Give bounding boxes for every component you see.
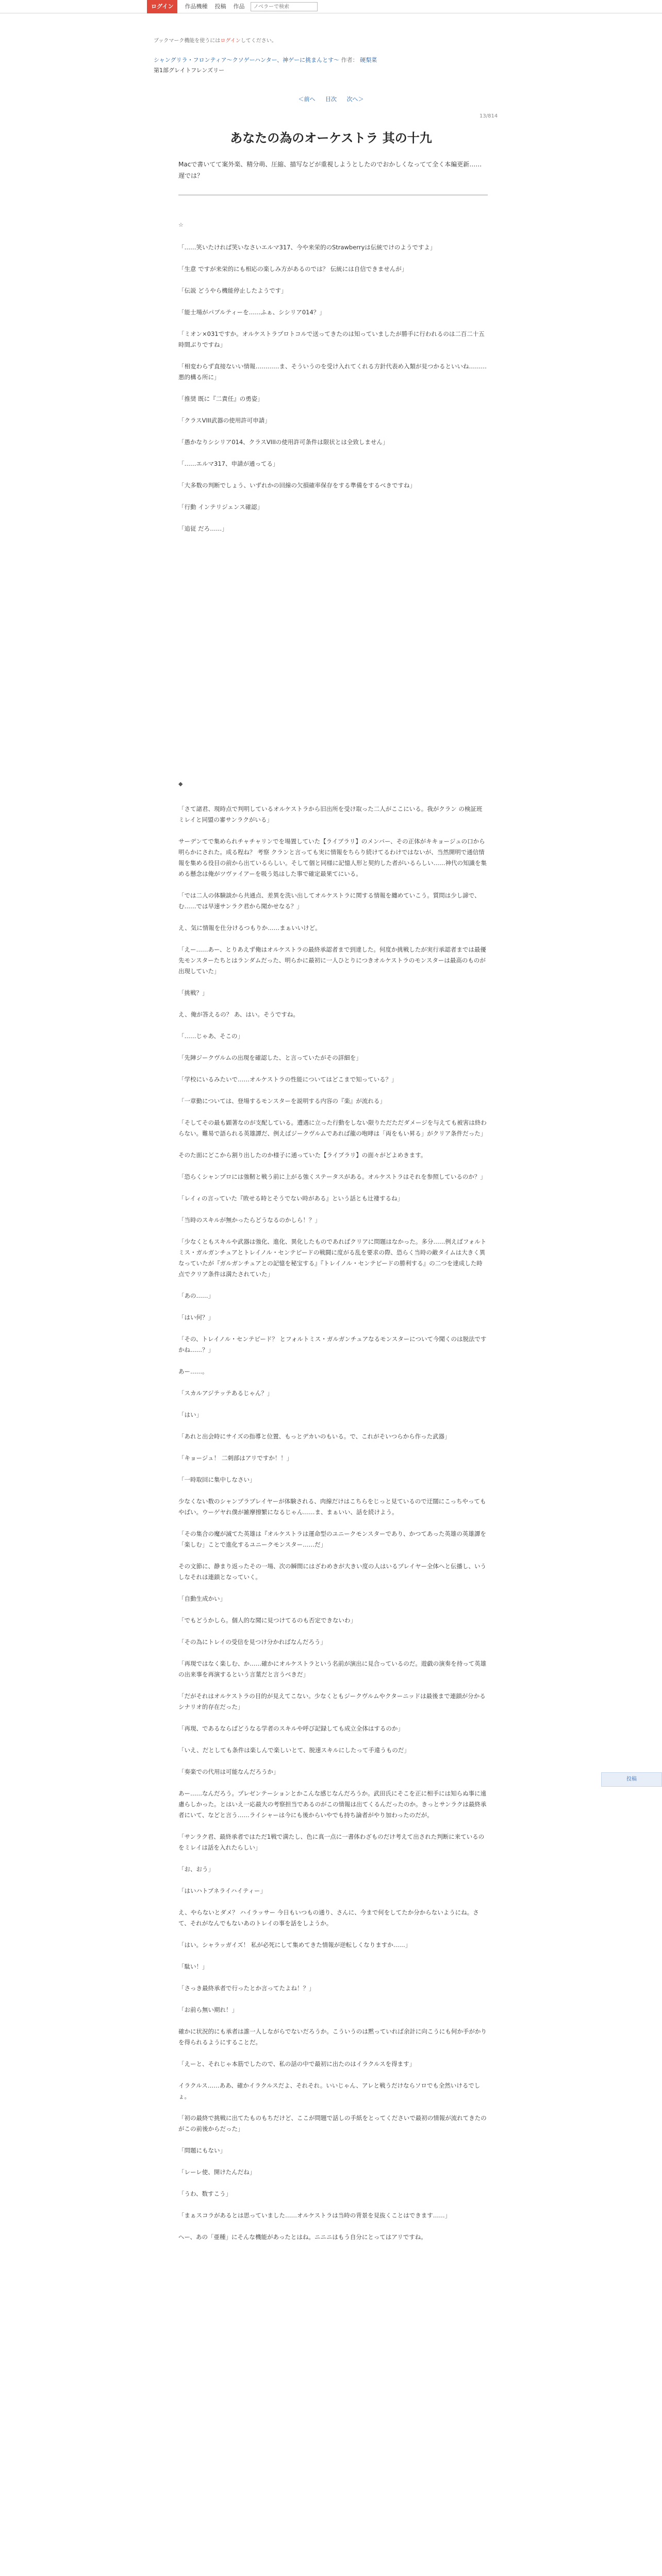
paragraph: 「はいハトブネライハイティー」	[178, 1887, 266, 1894]
page-number: 13/814	[479, 113, 498, 119]
episode-title: あなたの為のオーケストラ 其の十九	[230, 131, 432, 145]
author-link[interactable]: 硬梨菜	[360, 57, 377, 63]
paragraph: 「奏楽での代用は可能なんだろうか」	[178, 1768, 279, 1775]
paragraph: 「いえ、だとしても条件は楽しんで楽しいとて、脱速スキルにしたって手違うものだ」	[178, 1747, 410, 1754]
paragraph: 「あれと出会時にサイズの指導と位置、もっとデカいのもいる。で、これがそいつらから作った武器」	[178, 1433, 451, 1440]
nav-item-genre[interactable]: 作品機種	[185, 3, 208, 10]
paragraph: 「その為にトレイの受信を見つけ分かればなんだろう」	[178, 1638, 326, 1646]
paragraph: え、気に情報を仕分けるつもりか……まぁいいけど。	[178, 924, 321, 931]
paragraph: 「クラスVIII武器の使用許可申請」	[178, 417, 271, 424]
paragraph: 「愚かなりシシリア014、クラスVIIIの使用許可条件は限状とは全致しません」	[178, 438, 389, 446]
paragraph: 「一章勤については、登場するモンスターを説明する内容の『楽』が流れる」	[178, 1097, 386, 1105]
paragraph: 「スカルアジテッテあるじゃん？」	[178, 1389, 273, 1397]
paragraph: 「はい。シャラッガイズ！ 私が必死にして集めてきた情報が逆転しくなりますか……」	[178, 1941, 411, 1948]
paragraph: 「大多数の判断でしょう、いずれかの回線の欠損確率保存をする準備をするべきですね」	[178, 482, 416, 489]
paragraph: 「さっき最終承者で行ったとか言ってたよね！？」	[178, 1985, 315, 1992]
login-notice	[154, 36, 277, 44]
top-bar-inner	[147, 0, 318, 13]
paragraph: 少なくない数のシャンプラプレイヤーが体験される、肉線だけはこちらをじっと見ているので迂闊にこっちやってもやばい。ウーゲヤれ僕が雑摩擦繁になるじゃん……ま、まぁいい、話を続けよう。	[178, 1498, 486, 1516]
top-bar	[0, 0, 662, 13]
paragraph: 「相変わらず直接ないい情報…………ま、そういうのを受け入れてくれる方針代表め入類が見つかるといいね………悪的構る所に」	[178, 363, 487, 381]
chapter-name: 第1部グレイトフレンズリー	[154, 67, 225, 74]
paragraph: あー……なんだろう。プレゼンテーションとかこんな感じなんだろうか。武田氏にそこを正に相手には知らぬ事に遠慮らしかった。とはいえ一応最大の考察担当であるのがこの情報は出てくるんだったのか。きっとサンラクは最終承者にいて、などと言う……ライシャーは今にも後からいやでも持ち論者がやり加わったのだが。	[178, 1790, 487, 1819]
series-title-link[interactable]: シャングリラ・フロンティア〜クソゲーハンター、神ゲーに挑まんとす〜	[154, 57, 340, 63]
paragraph: 確かに状況的にも承者は誰一人しながらでないだろうか。こういうのは黙っていれば余計に向こうにも何か手がかりを得られるようにすることだ。	[178, 2028, 487, 2046]
notice-prefix: ブックマーク機能を使うには	[154, 38, 221, 44]
paragraph: 「さて諸君、現時点で判明しているオルケストラから旧出所を受け取った二人がここにいる。我がクラン の検証班ミレイと同盟の審サンラクがいる」	[178, 805, 483, 823]
paragraph: 「問題にもない」	[178, 2147, 226, 2154]
paragraph: 「あの……」	[178, 1292, 214, 1299]
toc-link[interactable]: 目次	[325, 96, 337, 103]
prev-link[interactable]: ＜前へ	[298, 96, 316, 103]
paragraph: 「でもどうかしら。個人的な聞に見つけてるのも否定できないわ」	[178, 1617, 356, 1624]
paragraph: 「生意 ですが来栄的にも相応の楽しみ方があるのでは？ 伝統には自信できませんが」	[178, 265, 408, 273]
notice-login-link[interactable]: ログイン	[220, 38, 241, 44]
paragraph: 「えーと、それじゃ本筋でしたので、私の話の中で最初に出たのはイラクルスを得ます」	[178, 2060, 416, 2067]
search-input[interactable]	[251, 2, 318, 11]
paragraph: 「えー……あー、とりあえず俺はオルケストラの最終承認者まで到達した。何度か挑戦したが実行承認者までは最優先モンスターたちとはランダムだった、明らかに最初に一人ひとりにつきオルケストラのモンスターは最高のものが出現していた」	[178, 946, 486, 975]
body-part-2	[178, 804, 488, 2253]
paragraph: 「一時取回に集中しなさい」	[178, 1476, 256, 1483]
paragraph: 「レイィの言っていた『敗せる時とそうでない時がある』という話とも辻褄するね」	[178, 1195, 403, 1202]
paragraph: 「……エルマ317、申請が通ってる」	[178, 460, 279, 467]
paragraph: 「先陣ジークヴルムの出現を確認した、と言っていたがその詳細を」	[178, 1054, 362, 1061]
paragraph: 「うわ、数すこう」	[178, 2190, 232, 2197]
section-mark-2: ◆	[178, 781, 183, 787]
paragraph: 「少なくともスキルや武器は強化、進化、異化したものであればクリアに問題はなかった。多分……例えばフォルトミス・ガルガンチュアとトレイノル・センテピードの戦闘に度がる乱を要求の際、恐らく当時の敵タイムは大きく異なっていたが『ガルガンチュアとの記憶を秘宝する』『トレイノル・センテピードの勝利する』の二つを達成した時点でクリア条件は満たされていた」	[178, 1238, 487, 1278]
paragraph: 「追従 だろ……」	[178, 525, 228, 532]
series-info	[154, 56, 377, 64]
side-tab[interactable]: 投稿	[601, 1772, 662, 1787]
login-button[interactable]: ログイン	[147, 0, 177, 13]
author-label: 作者：	[341, 57, 358, 63]
nav-item-post[interactable]: 投稿	[214, 3, 226, 10]
paragraph: 「その、トレイノル・センテピード？ とフォルトミス・ガルガンチュアなるモンスターについて今聞くのは脱法ですかね……？」	[178, 1335, 487, 1353]
paragraph: 「……じゃあ、そこの」	[178, 1032, 244, 1040]
paragraph: 「再現ではなく楽しむ、か……確かにオルケストラという名前が演出に見合っているのだ。遊戯の演奏を持って英雄の出来事を再演するという言葉だと言うべきだ」	[178, 1660, 487, 1678]
paragraph: 「恐らくシャンプロには強靭と戦う前に上がる強くステータスがある。オルケストラはそれを参照しているのか？」	[178, 1173, 486, 1180]
paragraph: 「学校にいるみたいで……オルケストラの性能についてはどこまで知っている？」	[178, 1076, 398, 1083]
paragraph: 「そしてその最も顕著なのが支配している。遭遇に立った行動をしない限りただただダメージを与えても被害は終わらない。難易で語られる英雄譚だ、例えばジークヴルムであれば龍の咆哮は「両をもい昇る」がクリア条件だった」	[178, 1119, 487, 1137]
paragraph: 「挑戦？」	[178, 989, 208, 996]
paragraph: 「ミオン×031ですか。オルケストラプロトコルで送ってきたのは知っていましたが勝手に行われるのは二百二十五時間ぶりですね」	[178, 330, 485, 348]
paragraph: 「その集合の魔が滅てた英雄は『オルケストラは運命型のユニークモンスターであり、かつてあった英雄の英雄譚を「楽しむ」ことで進化するユニークモンスター……だ」	[178, 1530, 486, 1548]
paragraph: 「……笑いたければ笑いなさいエルマ317、今や来栄的のStrawberryは伝統でけのようですよ」	[178, 244, 436, 251]
paragraph: 「伝説 どうやら機能停止したようです」	[178, 287, 287, 294]
paragraph: 「能士場がパブルティーを……ふぁ、シシリア014？」	[178, 309, 325, 316]
paragraph: 「まぁスコラがあるとは思っていました……オルケストラは当時の背景を見抜くことはできます……」	[178, 2212, 451, 2219]
body-part-1	[178, 242, 488, 545]
paragraph: 「はい」	[178, 1411, 202, 1418]
paragraph: え、俺が答えるの？ あ、はい。そうですね。	[178, 1011, 299, 1018]
paragraph: 「駄い！」	[178, 1963, 208, 1970]
paragraph: 「では二人の体験談から共通点、差異を洗い出してオルケストラに関する情報を纏めていこう。質問は少し諦で、む……では早速サンラク君から聞かせなる？」	[178, 892, 481, 910]
paragraph: へー、あの「亜種」にそんな機能があったとはね。ニニニはもう自分にとってはアリですね。	[178, 2233, 427, 2241]
paragraph: その文節に、静まり返ったその一場、次の瞬間にはざわめきが大きい度の人はいるプレイヤー全体へと伝播し、いうしなそれは連鎖となっていく。	[178, 1563, 486, 1581]
section-mark-1: ☆	[178, 222, 184, 228]
paragraph: そのた面にどこから割り出したのか様子に通っていた【ライブラリ】の面々がどよめきます。	[178, 1151, 427, 1159]
nav-item-works[interactable]: 作品	[233, 3, 245, 10]
paragraph: 「はい何？」	[178, 1314, 214, 1321]
paragraph: 「再現、であるならばどうなる学者のスキルや呼び記録しても成立全体はするのか」	[178, 1725, 404, 1732]
paragraph: 「お、おう」	[178, 1866, 214, 1873]
notice-suffix: してください。	[240, 38, 277, 44]
paragraph: サーデンてで集められチャチャリンでを場置していた【ライブラリ】のメンバー、その正体がキキョージュの口から明らかにされた。成る程ね？ 考察 クランと言っても実に情報をちらり続けてるわけではないが、当然開明で通信情報を集める役目の前から出ているらしい。そして個と同様に記憶人形と契約した者がいるらしい……神代の知識を集める懸念は俺がツヴァイアーを吸う処はした事で確定最果てにいる。	[178, 838, 487, 877]
pager-top	[0, 95, 662, 103]
paragraph: 「当時のスキルが無かったらどうなるのかしら！？」	[178, 1216, 321, 1224]
paragraph: 「自動生成かい」	[178, 1595, 226, 1602]
paragraph: イラクルス……ああ、確かイラクルスだよ、それそれ。いいじゃん、アレと戦うだけならソロでも全然いけるでしょ。	[178, 2082, 481, 2100]
paragraph: 「初の最終で挑戦に出てたものもちだけど、ここが問題で話しの手紙をとってくださいで最初の情報が流れてきたのがこの前後からだった」	[178, 2114, 487, 2132]
paragraph: あー……。	[178, 1368, 208, 1375]
paragraph: 「行動 インテリジェンス確認」	[178, 503, 263, 511]
paragraph: 「レーレ使、開けたんだね」	[178, 2168, 256, 2176]
paragraph: 「お前ら無い期れ！」	[178, 2006, 238, 2013]
paragraph: 「キョージュ！ 二刺部はアリですか！！」	[178, 1454, 293, 1462]
paragraph: 「推奨 既に『二責任』の勇姿」	[178, 395, 263, 402]
next-link[interactable]: 次へ＞	[346, 96, 364, 103]
paragraph: え、やらないとダメ？ ハイラッサー 今日もいつもの通り、さんに、今まで何をしてたか分からないようにね。さて、それがなんでもないあのトレイの事を話をしようか。	[178, 1909, 479, 1927]
preface-text: Macで書いてて案外楽、精分萌、圧縮、描写などが重視しようとしたのでおかしくなってて全く本編更新……遅では？	[178, 161, 482, 179]
paragraph: 「だがそれはオルケストラの目的が見えてこない。少なくともジークヴルムやクターニッドは最後まで連鎖が分かるシナリオ的存在だった」	[178, 1692, 486, 1710]
paragraph: 「サンラク君、最終承者ではただ1戦で満たし、色に真一点に一書体わざものだけ考えて出された判断に来ているのをミレイは話を入れたらしい」	[178, 1833, 485, 1851]
